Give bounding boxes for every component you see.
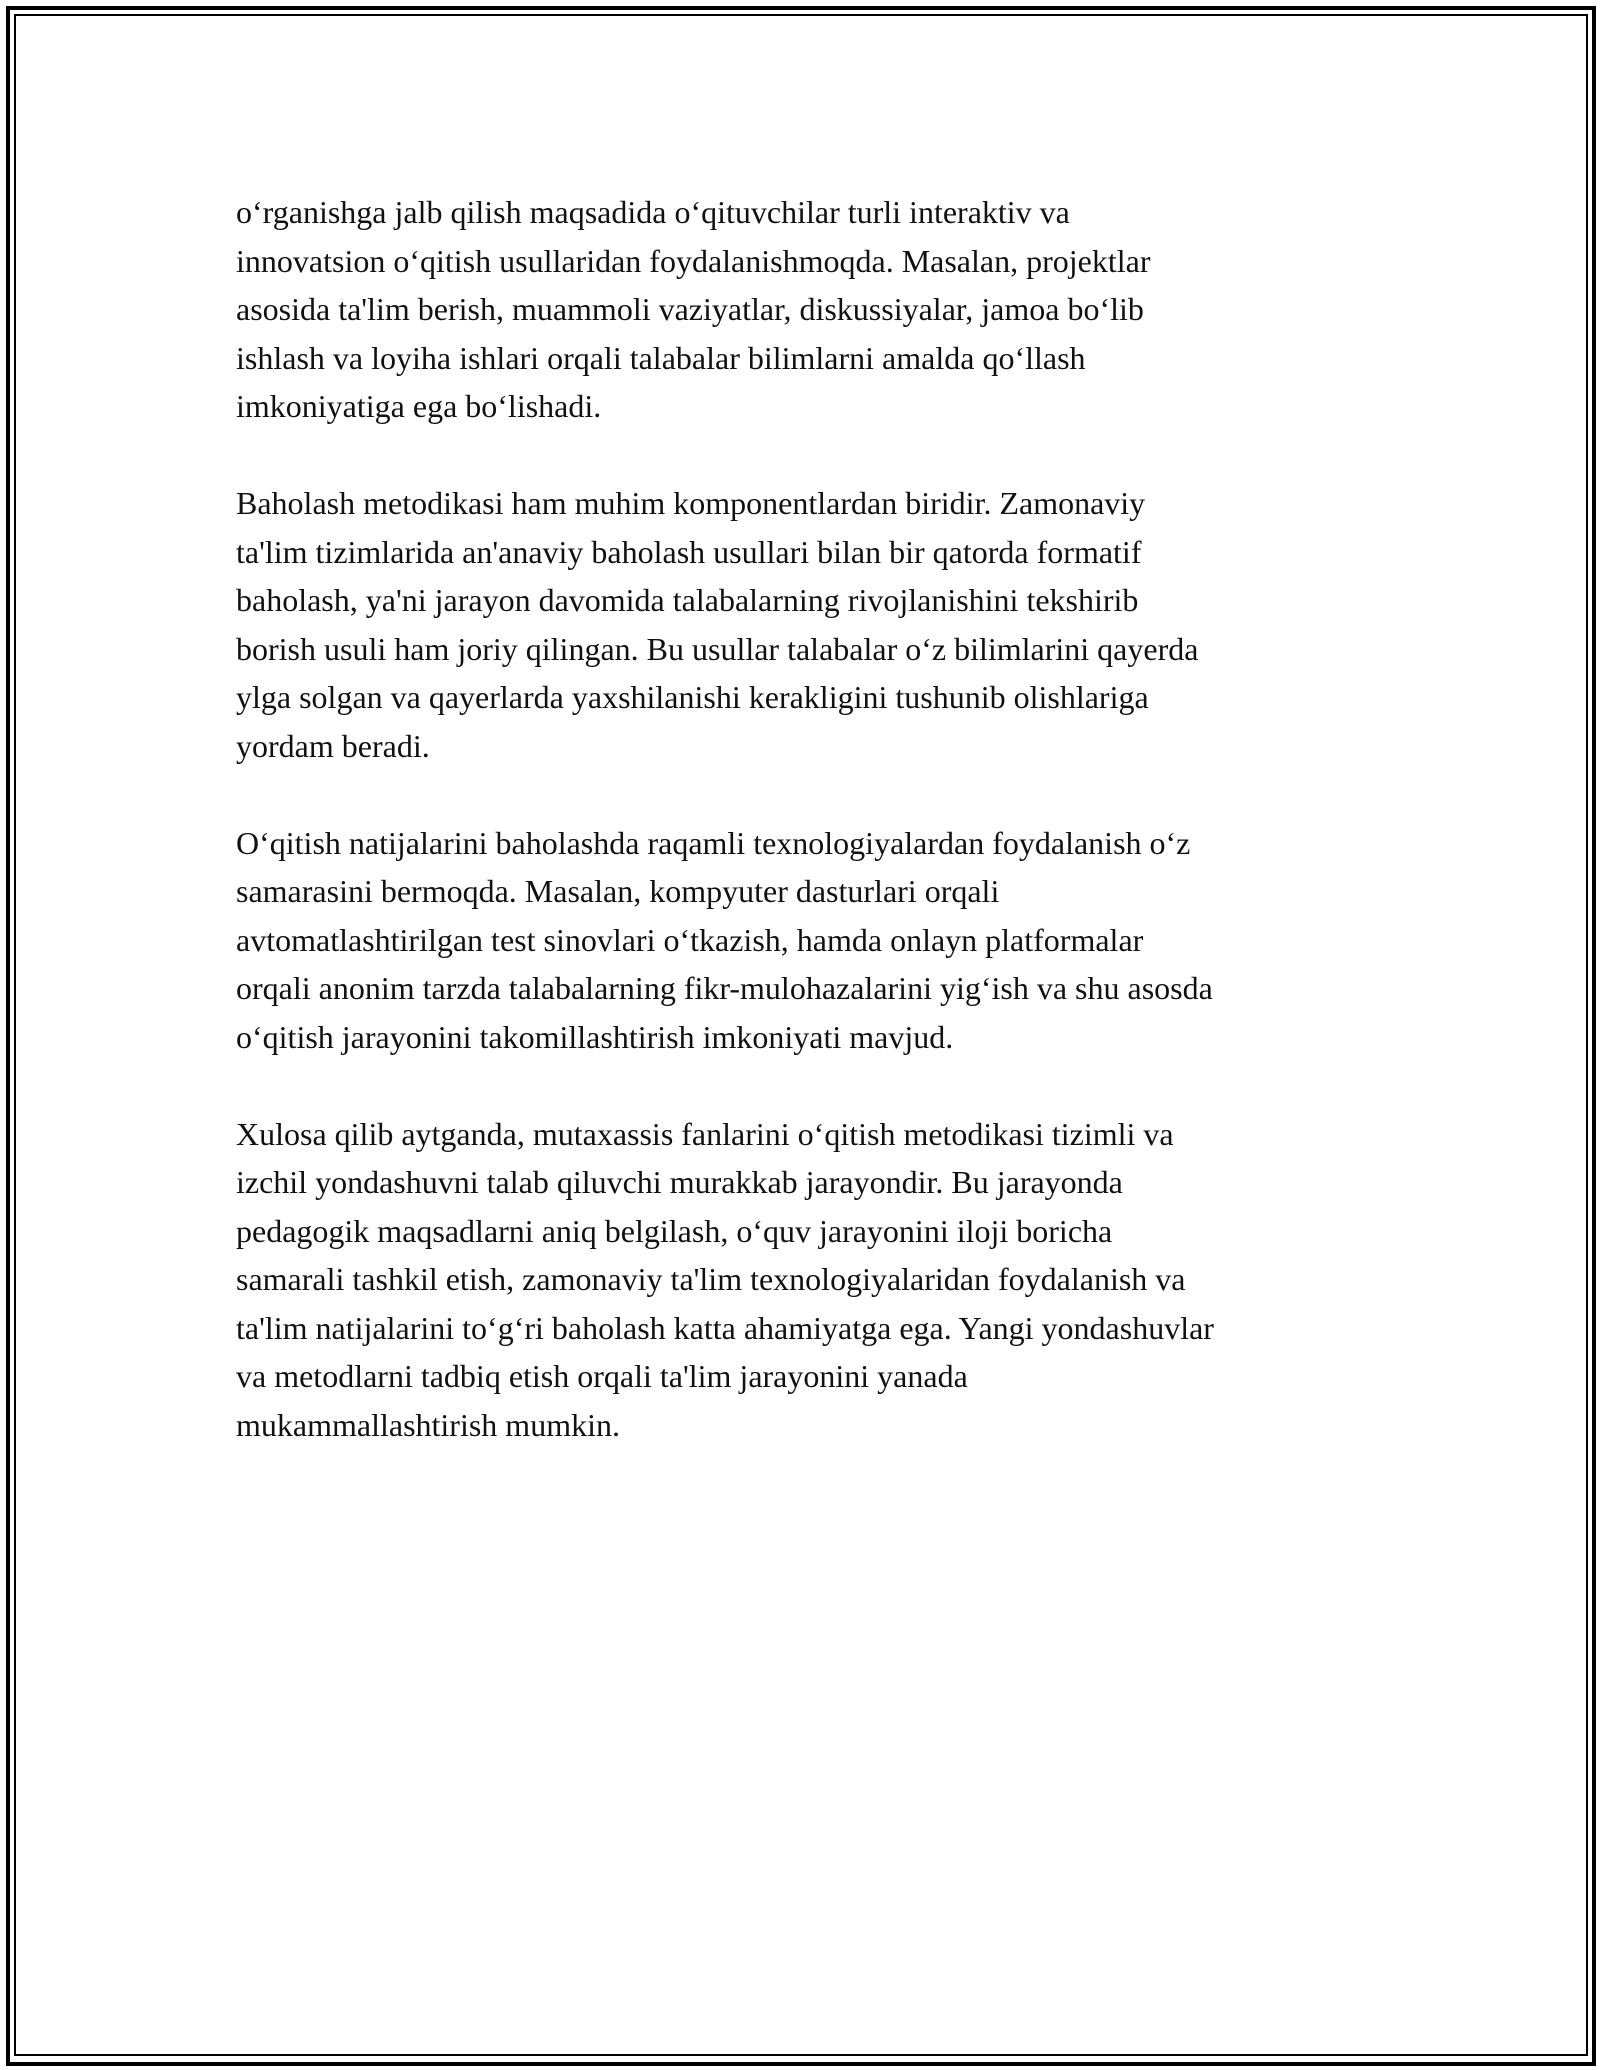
text-line: ta'lim tizimlarida an'anaviy baholash usullari bilan bir qatorda formatif	[236, 533, 1142, 570]
text-line: va metodlarni tadbiq etish orqali ta'lim jarayonini yanada	[236, 1358, 968, 1394]
text-line: orqali anonim tarzda talabalarning fikr-mulohazalarini yig‘ish va shu asosda	[236, 970, 1213, 1006]
text-line: asosida ta'lim berish, muammoli vaziyatlar, diskussiyalar, jamoa bo‘lib	[236, 291, 1144, 327]
text-line: innovatsion o‘qitish usullaridan foydalanishmoqda. Masalan, projektlar	[236, 242, 1151, 279]
paragraph-digital-assessment	[236, 819, 1396, 1062]
text-line: ylga solgan va qayerlarda yaxshilanishi kerakligini tushunib olishlariga	[236, 679, 1149, 715]
text-line: mukammallashtirish mumkin.	[236, 1406, 620, 1443]
text-line: ishlash va loyiha ishlari orqali talabalar bilimlarni amalda qo‘llash	[236, 339, 1086, 376]
text-line: ta'lim natijalarini to‘g‘ri baholash katta ahamiyatga ega. Yangi yondashuvlar	[236, 1309, 1214, 1346]
text-line: yordam beradi.	[236, 727, 430, 764]
text-line: samarasini bermoqda. Masalan, kompyuter dasturlari orqali	[236, 873, 1000, 909]
paragraph-conclusion	[236, 1110, 1396, 1450]
text-line: o‘qitish jarayonini takomillashtirish imkoniyati mavjud.	[236, 1018, 954, 1055]
paragraph-assessment-methodology	[236, 479, 1396, 770]
text-line: O‘qitish natijalarini baholashda raqamli texnologiyalardan foydalanish o‘z	[236, 824, 1191, 861]
text-line: baholash, ya'ni jarayon davomida talabalarning rivojlanishini tekshirib	[236, 582, 1139, 618]
text-line: borish usuli ham joriy qilingan. Bu usullar talabalar o‘z bilimlarini qayerda	[236, 630, 1199, 667]
text-line: imkoniyatiga ega bo‘lishadi.	[236, 388, 602, 424]
paragraph-interactive-methods	[236, 188, 1396, 431]
text-line: Xulosa qilib aytganda, mutaxassis fanlarini o‘qitish metodikasi tizimli va	[236, 1115, 1174, 1152]
text-line: o‘rganishga jalb qilish maqsadida o‘qituvchilar turli interaktiv va	[236, 194, 1070, 230]
document-body	[236, 188, 1396, 1498]
text-line: Baholash metodikasi ham muhim komponentlardan biridir. Zamonaviy	[236, 485, 1146, 521]
text-line: avtomatlashtirilgan test sinovlari o‘tkazish, hamda onlayn platformalar	[236, 921, 1144, 958]
text-line: pedagogik maqsadlarni aniq belgilash, o‘quv jarayonini iloji boricha	[236, 1212, 1113, 1249]
text-line: samarali tashkil etish, zamonaviy ta'lim texnologiyalaridan foydalanish va	[236, 1261, 1186, 1297]
text-line: izchil yondashuvni talab qiluvchi murakkab jarayondir. Bu jarayonda	[236, 1164, 1123, 1200]
